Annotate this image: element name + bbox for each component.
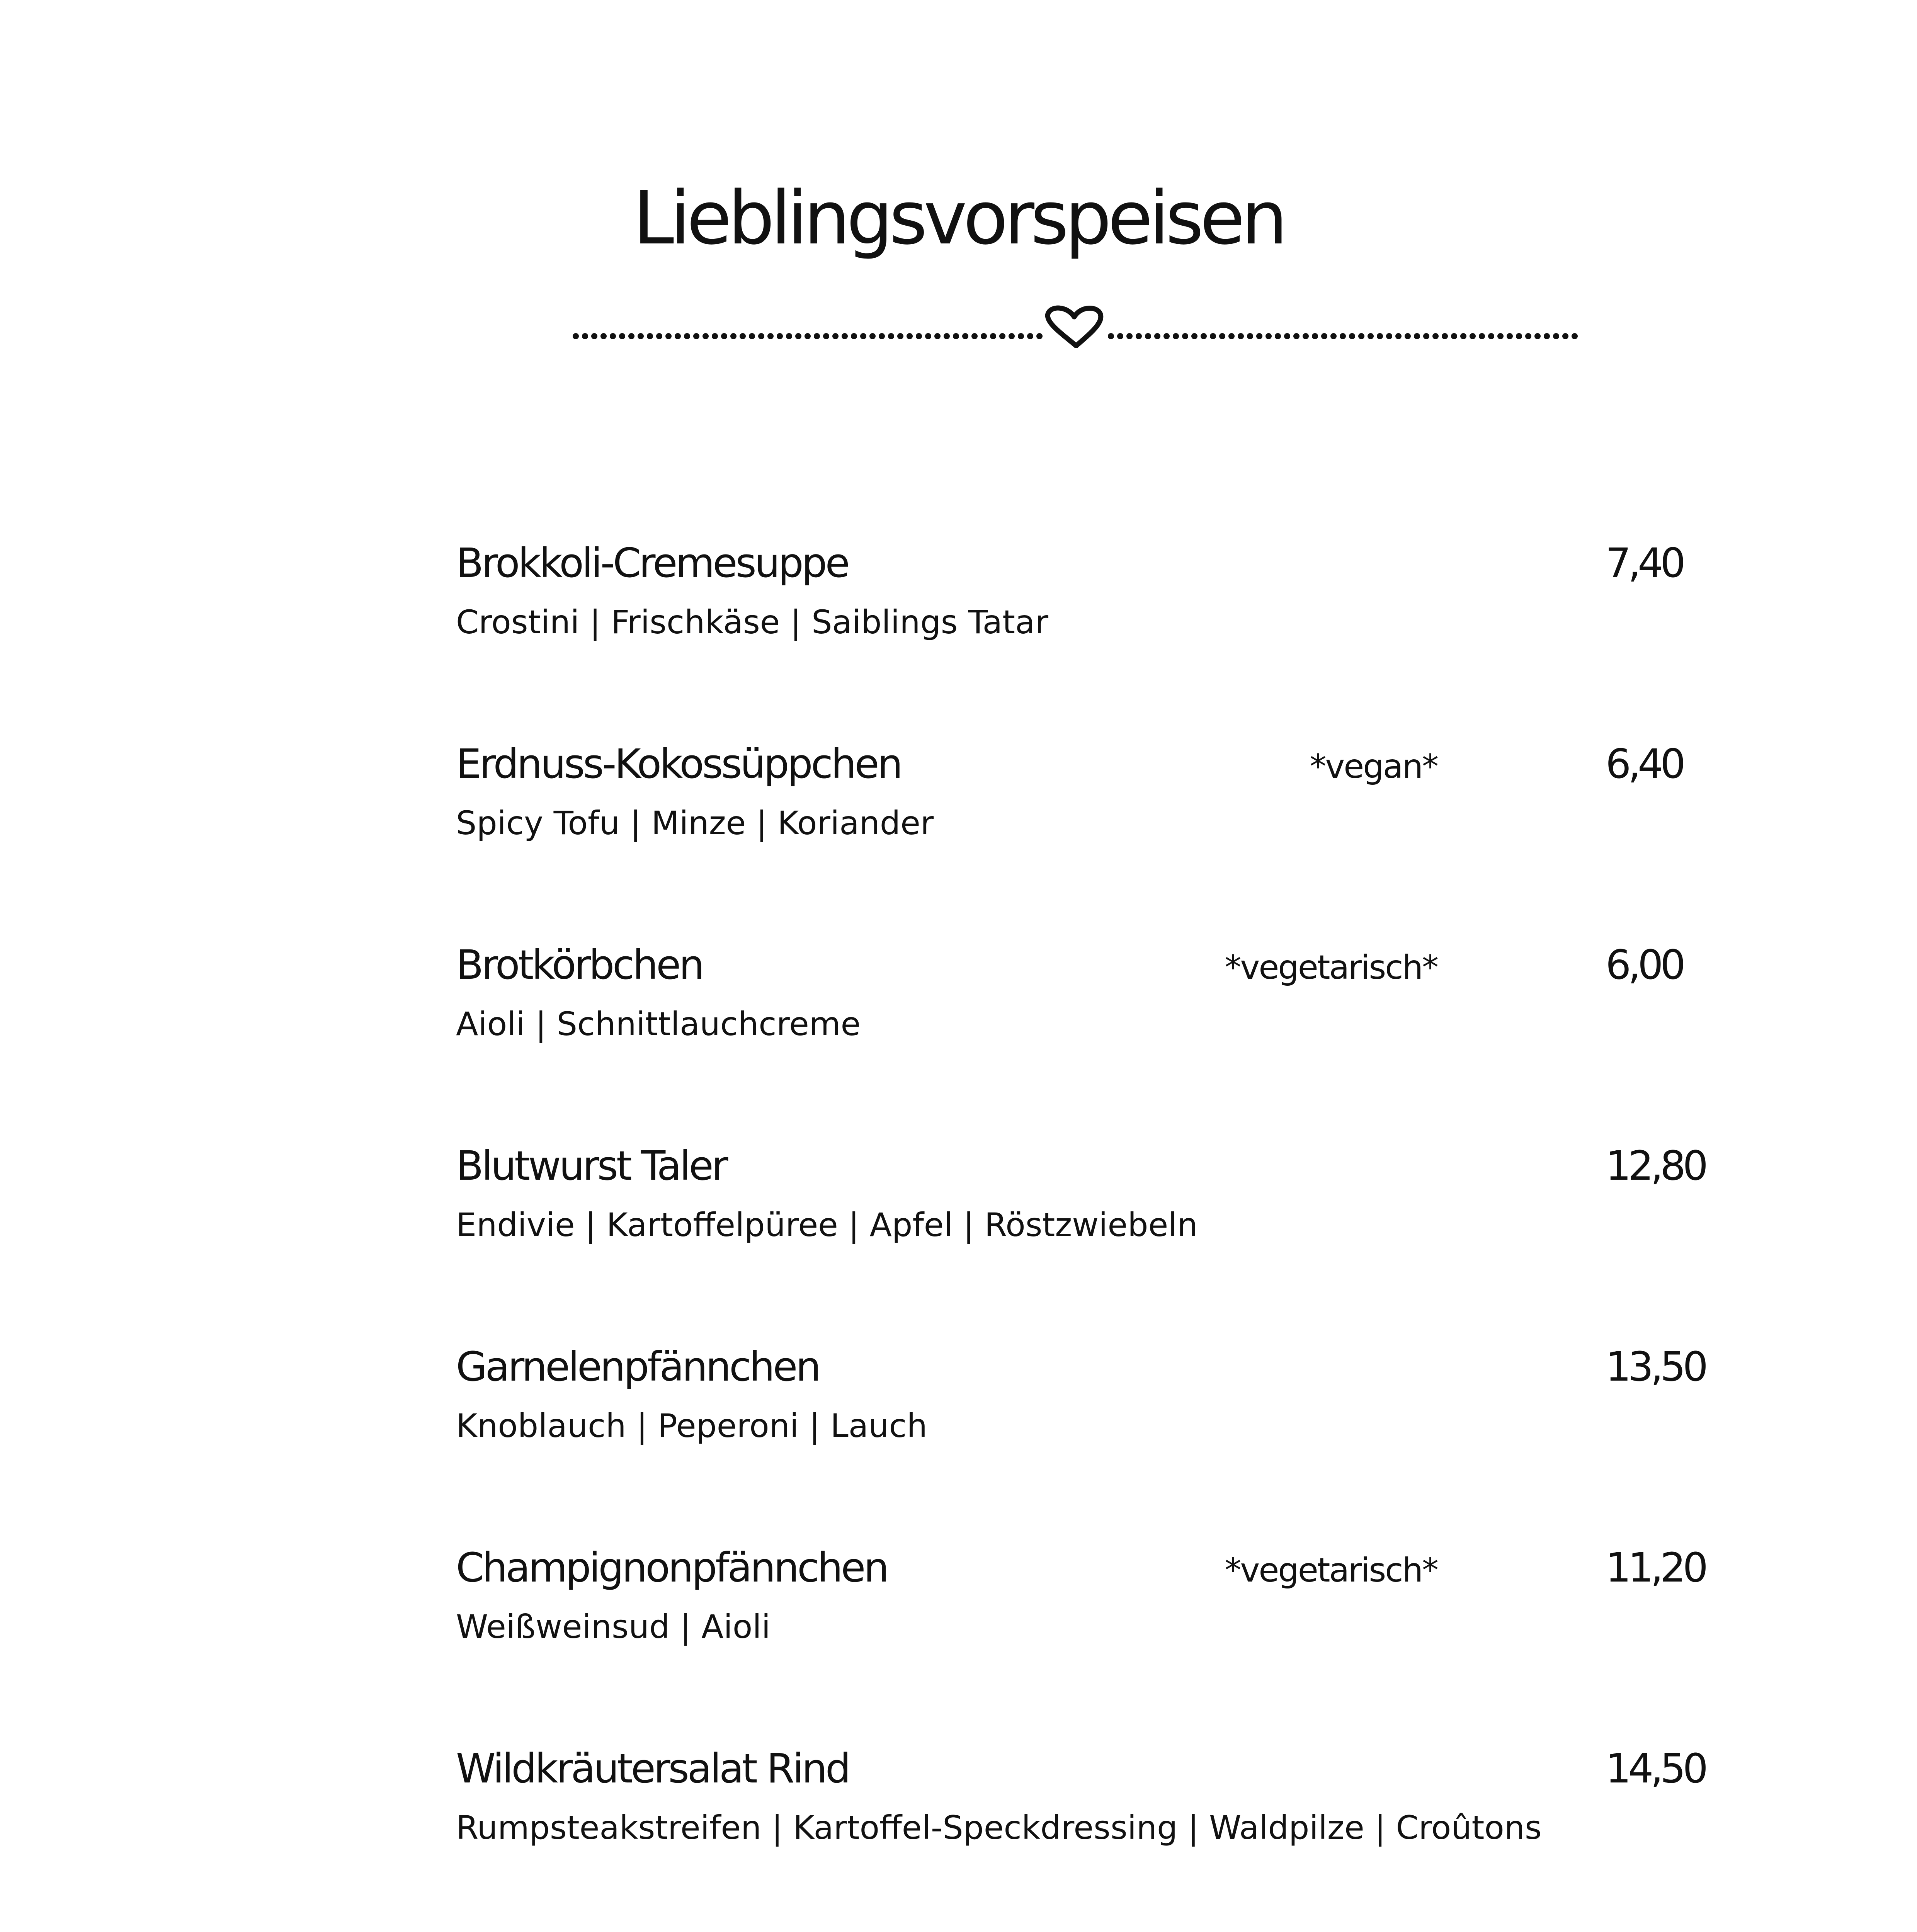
item-price: 6,00 [1606,941,1683,988]
menu-item [456,1544,1705,1683]
item-price: 12,80 [1606,1142,1705,1189]
menu-item [456,1343,1705,1482]
diet-tag: *vegetarisch* [1225,1551,1437,1590]
item-name: Blutwurst Taler [456,1142,726,1189]
item-price: 14,50 [1606,1745,1705,1792]
item-name: Champignonpfännchen [456,1544,888,1591]
menu-item [456,1142,1705,1281]
item-description: Aioli | Schnittlauchcreme [456,1005,861,1043]
menu-item [456,941,1683,1080]
item-price: 6,40 [1606,740,1683,787]
item-name: Brokkoli-Cremesuppe [456,539,848,587]
item-name: Wildkräutersalat Rind [456,1745,849,1792]
item-name: Erdnuss-Kokossüppchen [456,740,901,787]
item-description: Knoblauch | Peperoni | Lauch [456,1407,927,1445]
item-description: Endivie | Kartoffelpüree | Apfel | Röstzwiebeln [456,1206,1198,1244]
item-price: 11,20 [1606,1544,1705,1591]
item-description: Crostini | Frischkäse | Saiblings Tatar [456,603,1049,641]
diet-tag: *vegan* [1310,747,1437,786]
item-description: Rumpsteakstreifen | Kartoffel-Speckdressing | Waldpilze | Croûtons [456,1809,1542,1847]
menu-item [456,740,1683,879]
item-price: 7,40 [1606,539,1683,587]
item-description: Weißweinsud | Aioli [456,1608,771,1646]
item-price: 13,50 [1606,1343,1705,1390]
item-description: Spicy Tofu | Minze | Koriander [456,804,934,842]
item-name: Garnelenpfännchen [456,1343,820,1390]
diet-tag: *vegetarisch* [1225,948,1437,987]
item-name: Brotkörbchen [456,941,703,988]
menu-item [456,1745,1705,1884]
heart-icon [1048,308,1101,346]
dotted-divider [572,305,1580,348]
page-title: Lieblingsvorspeisen [633,175,1284,261]
menu-item [456,539,1683,678]
